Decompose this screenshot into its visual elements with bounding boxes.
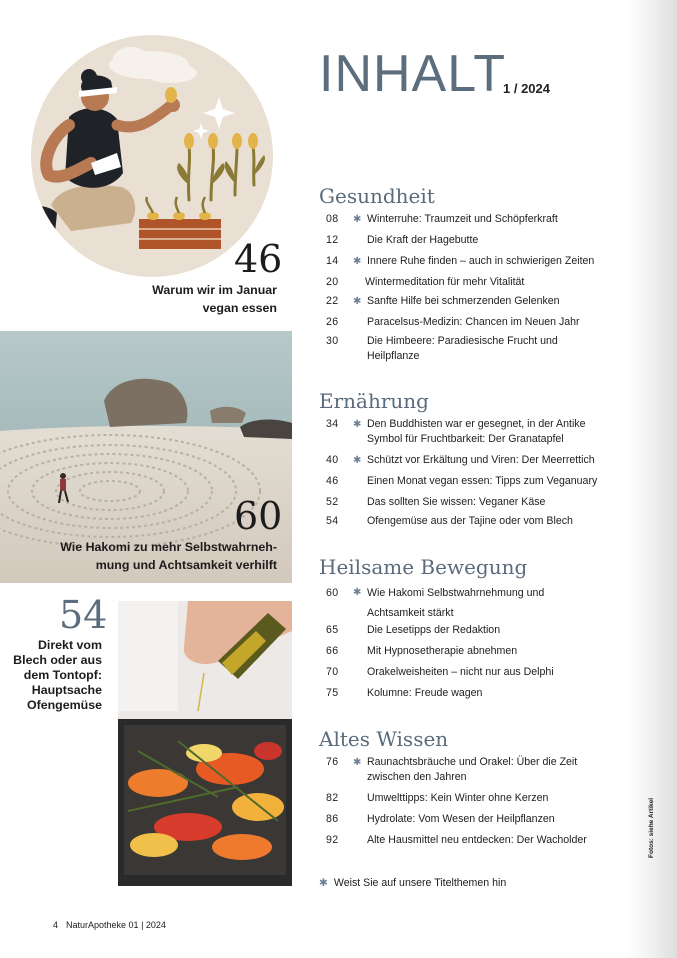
toc-entry-title: Ofengemüse aus der Tajine oder vom Blech	[367, 515, 573, 527]
star-icon: ✱	[353, 256, 362, 267]
roasted-vegetables-photo	[118, 601, 292, 886]
toc-page-number: 26	[326, 316, 339, 328]
star-icon: ✱	[353, 214, 362, 225]
teaser-line: Warum wir im Januar	[152, 283, 277, 297]
toc-page-number: 65	[326, 624, 339, 636]
teaser-text	[8, 638, 102, 713]
star-icon: ✱	[319, 877, 328, 889]
toc-entry-title: Schützt vor Erkältung und Viren: Der Meerrettich	[367, 454, 595, 466]
page-title: INHALT	[319, 45, 507, 103]
toc-page-number: 76	[326, 756, 339, 768]
issue-number: 1 / 2024	[503, 81, 550, 96]
toc-page-number: 70	[326, 666, 339, 678]
star-icon: ✱	[353, 587, 362, 598]
toc-entry-title: Einen Monat vegan essen: Tipps zum Veganuary	[367, 475, 598, 487]
teaser-text	[20, 538, 277, 574]
toc-entry-title: Die Lesetipps der Redaktion	[367, 624, 501, 636]
page-footer	[53, 920, 166, 930]
toc-entry-title: Winterruhe: Traumzeit und Schöpferkraft	[367, 213, 558, 225]
photo-credit: Fotos: siehe Artikel	[648, 797, 655, 858]
teaser-line: vegan essen	[202, 301, 277, 315]
teaser-line: Blech oder aus	[13, 653, 102, 667]
legend-footnote	[319, 877, 506, 889]
teaser-line: dem Tontopf:	[23, 668, 102, 682]
toc-page-number: 22	[326, 295, 339, 307]
toc-page-number: 82	[326, 792, 339, 804]
star-icon: ✱	[353, 296, 362, 307]
toc-page-number: 86	[326, 813, 339, 825]
toc-page-number: 12	[326, 234, 339, 246]
toc-entry-title: Sanfte Hilfe bei schmerzenden Gelenken	[367, 295, 560, 307]
toc-page-number: 30	[326, 335, 339, 347]
teaser-page-number: 54	[59, 593, 108, 637]
toc-page-number: 75	[326, 687, 339, 699]
teaser-page-number: 46	[234, 237, 283, 281]
teaser-line: Direkt vom	[37, 638, 102, 652]
footnote-text: Weist Sie auf unsere Titelthemen hin	[333, 877, 507, 889]
toc-page-number: 92	[326, 834, 339, 846]
toc-entry-title: Innere Ruhe finden – auch in schwierigen Zeiten	[367, 255, 595, 267]
teaser-line: Wie Hakomi zu mehr Selbstwahrneh-	[60, 540, 277, 554]
section-heading-altes-wissen: Altes Wissen	[319, 727, 449, 751]
toc-page-number: 34	[326, 418, 339, 430]
toc-entry-title: Hydrolate: Vom Wesen der Heilpflanzen	[367, 813, 555, 825]
toc-entry-title: Kolumne: Freude wagen	[367, 687, 483, 699]
toc-page-number: 54	[326, 515, 339, 527]
toc-entry-title: Den Buddhisten war er gesegnet, in der Antike Symbol für Fruchtbarkeit: Der Granatapfel	[367, 418, 586, 445]
teaser-page-number: 60	[234, 494, 283, 538]
toc-entry-title: Orakelweisheiten – nicht nur aus Delphi	[367, 666, 554, 678]
toc-entry-title: Mit Hypnosetherapie abnehmen	[367, 645, 518, 657]
section-heading-ernaehrung: Ernährung	[319, 389, 429, 413]
toc-page-number: 14	[326, 255, 339, 267]
toc-page-number: 20	[326, 276, 339, 288]
teaser-line: mung und Achtsamkeit verhilft	[95, 558, 277, 572]
toc-entry-title: Die Kraft der Hagebutte	[367, 234, 479, 246]
toc-page-number: 60	[326, 587, 339, 599]
toc-entry-title: Alte Hausmittel neu entdecken: Der Wacholder	[367, 834, 587, 846]
toc-page-number: 66	[326, 645, 339, 657]
toc-page-number: 08	[326, 213, 339, 225]
toc-entry-title: Paracelsus-Medizin: Chancen im Neuen Jahr	[367, 316, 580, 328]
page-number: 4	[53, 920, 59, 930]
toc-entry-title: Die Himbeere: Paradiesische Frucht und Heilpflanze	[367, 335, 558, 362]
star-icon: ✱	[353, 757, 362, 768]
teaser-line: Hauptsache	[31, 683, 102, 697]
teaser-text	[140, 281, 277, 317]
star-icon: ✱	[353, 419, 362, 430]
toc-entry-title: Das sollten Sie wissen: Veganer Käse	[367, 496, 546, 508]
toc-page-number: 52	[326, 496, 339, 508]
section-heading-gesundheit: Gesundheit	[319, 184, 435, 208]
section-heading-heilsame-bewegung: Heilsame Bewegung	[319, 555, 528, 579]
publication-name: NaturApotheke 01 | 2024	[66, 920, 166, 930]
toc-entry-title: Wintermeditation für mehr Vitalität	[365, 276, 525, 288]
toc-entry-title: Raunachtsbräuche und Orakel: Über die Zeit zwischen den Jahren	[367, 756, 578, 783]
star-icon: ✱	[353, 455, 362, 466]
toc-page-number: 46	[326, 475, 339, 487]
toc-entry-title: Umwelttipps: Kein Winter ohne Kerzen	[367, 792, 549, 804]
toc-entry-title: Wie Hakomi Selbstwahrnehmung und Achtsamkeit stärkt	[367, 587, 545, 619]
toc-page-number: 40	[326, 454, 339, 466]
teaser-line: Ofengemüse	[26, 698, 102, 712]
